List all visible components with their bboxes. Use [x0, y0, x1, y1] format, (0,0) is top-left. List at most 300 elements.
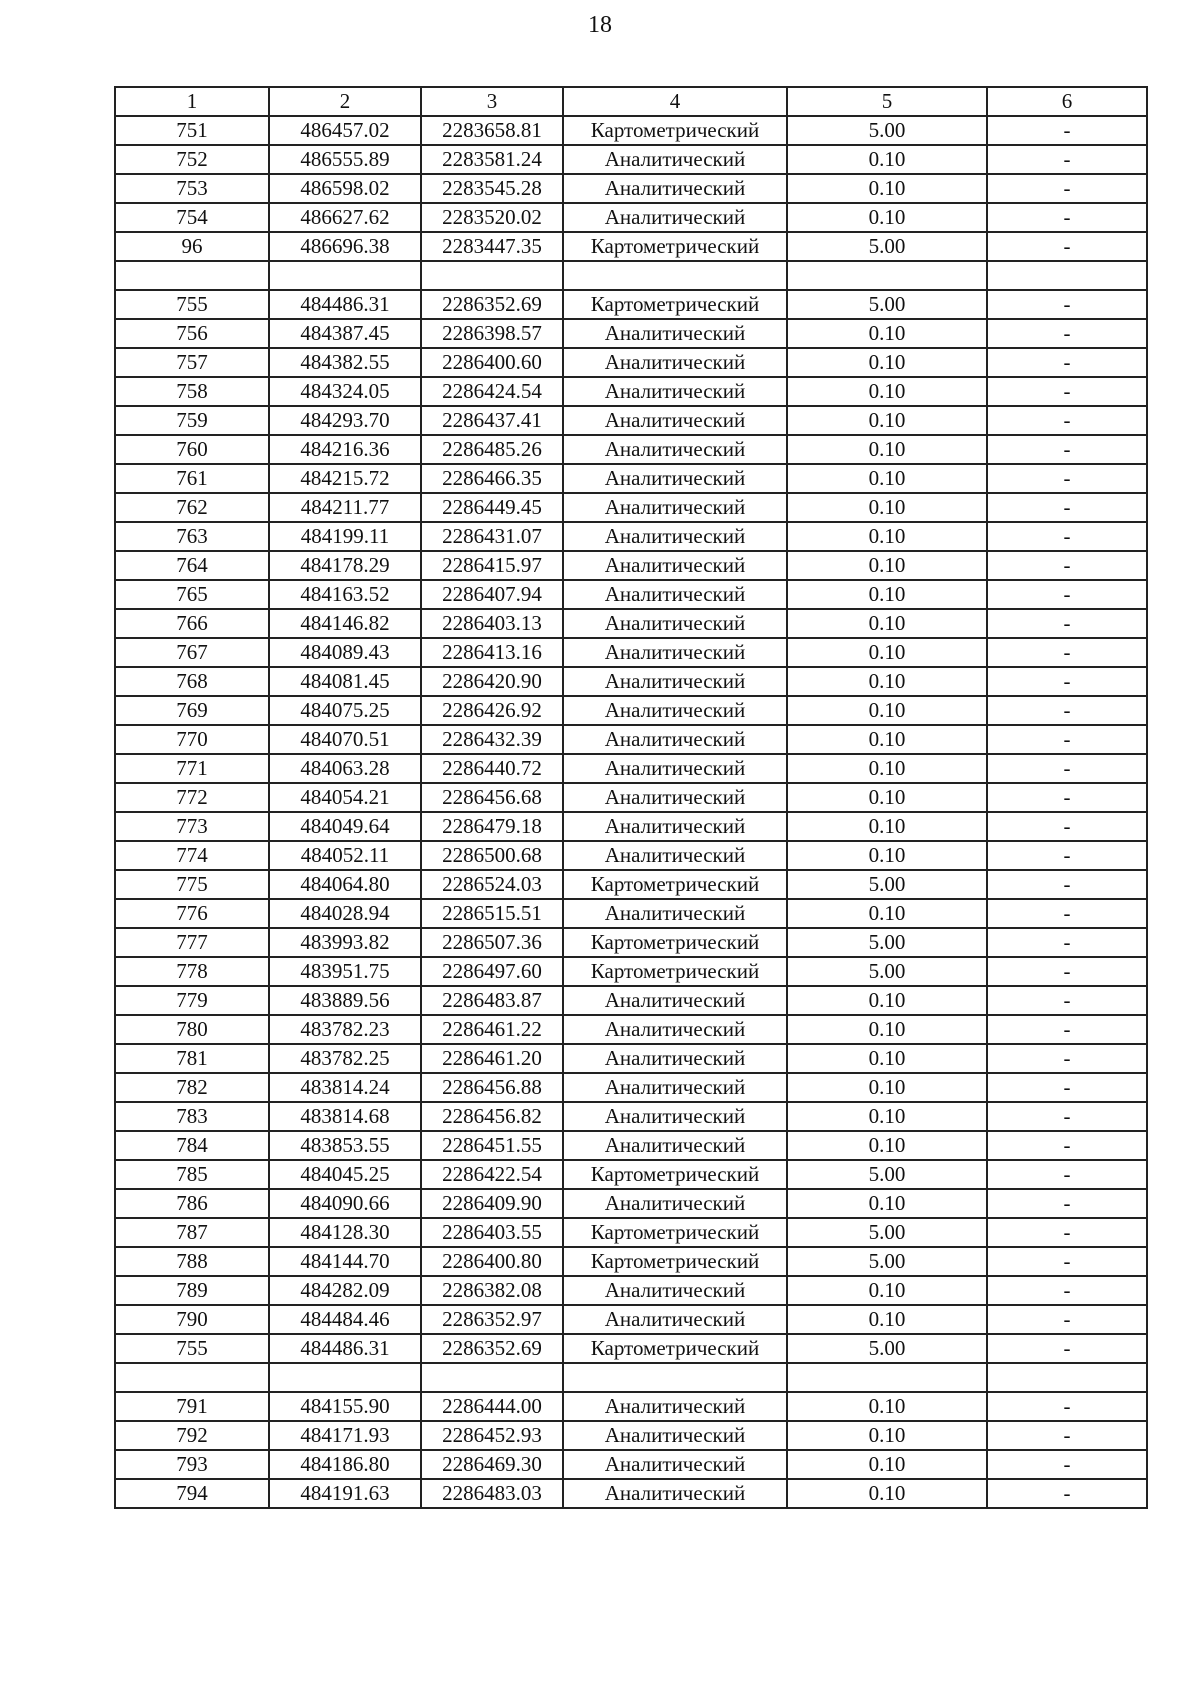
accuracy-cell: 0.10 — [787, 1450, 987, 1479]
x-coordinate-cell: 484215.72 — [269, 464, 421, 493]
method-cell: Аналитический — [563, 812, 787, 841]
note-cell: - — [987, 1102, 1147, 1131]
point-number-cell: 787 — [115, 1218, 269, 1247]
point-number-cell: 766 — [115, 609, 269, 638]
note-cell: - — [987, 348, 1147, 377]
x-coordinate-cell: 483782.23 — [269, 1015, 421, 1044]
accuracy-cell: 0.10 — [787, 174, 987, 203]
table-row — [115, 1305, 1147, 1334]
x-coordinate-cell: 483951.75 — [269, 957, 421, 986]
point-number-cell: 758 — [115, 377, 269, 406]
note-cell: - — [987, 899, 1147, 928]
y-coordinate-cell: 2286437.41 — [421, 406, 563, 435]
table-row — [115, 754, 1147, 783]
y-coordinate-cell: 2286409.90 — [421, 1189, 563, 1218]
method-cell: Аналитический — [563, 986, 787, 1015]
x-coordinate-cell: 484070.51 — [269, 725, 421, 754]
note-cell: - — [987, 986, 1147, 1015]
note-cell: - — [987, 638, 1147, 667]
accuracy-cell: 0.10 — [787, 783, 987, 812]
accuracy-cell: 0.10 — [787, 1102, 987, 1131]
note-cell: - — [987, 174, 1147, 203]
table-row — [115, 1189, 1147, 1218]
y-coordinate-cell: 2286451.55 — [421, 1131, 563, 1160]
note-cell: - — [987, 928, 1147, 957]
method-cell: Картометрический — [563, 870, 787, 899]
note-cell: - — [987, 812, 1147, 841]
point-number-cell: 769 — [115, 696, 269, 725]
table-row — [115, 464, 1147, 493]
table-row — [115, 580, 1147, 609]
point-number-cell: 751 — [115, 116, 269, 145]
y-coordinate-cell: 2283545.28 — [421, 174, 563, 203]
note-cell: - — [987, 1450, 1147, 1479]
x-coordinate-cell: 484063.28 — [269, 754, 421, 783]
y-coordinate-cell: 2286479.18 — [421, 812, 563, 841]
method-cell: Аналитический — [563, 1421, 787, 1450]
accuracy-cell: 0.10 — [787, 1044, 987, 1073]
y-coordinate-cell: 2286413.16 — [421, 638, 563, 667]
note-cell: - — [987, 754, 1147, 783]
page-number: 18 — [588, 12, 612, 38]
table-row — [115, 493, 1147, 522]
table-row — [115, 725, 1147, 754]
method-cell: Аналитический — [563, 1073, 787, 1102]
table-row — [115, 1276, 1147, 1305]
table-row — [115, 1421, 1147, 1450]
table-row — [115, 1044, 1147, 1073]
y-coordinate-cell: 2286515.51 — [421, 899, 563, 928]
point-number-cell: 785 — [115, 1160, 269, 1189]
accuracy-cell: 5.00 — [787, 1160, 987, 1189]
point-number-cell: 763 — [115, 522, 269, 551]
note-cell: - — [987, 551, 1147, 580]
method-cell: Аналитический — [563, 696, 787, 725]
method-cell: Аналитический — [563, 551, 787, 580]
accuracy-cell: 0.10 — [787, 754, 987, 783]
point-number-cell: 782 — [115, 1073, 269, 1102]
method-cell: Картометрический — [563, 928, 787, 957]
accuracy-cell: 0.10 — [787, 1305, 987, 1334]
point-number-cell: 753 — [115, 174, 269, 203]
note-cell: - — [987, 783, 1147, 812]
method-cell: Картометрический — [563, 1218, 787, 1247]
method-cell: Картометрический — [563, 232, 787, 261]
table-row — [115, 261, 1147, 290]
accuracy-cell — [787, 1363, 987, 1392]
method-cell: Аналитический — [563, 174, 787, 203]
accuracy-cell: 5.00 — [787, 1247, 987, 1276]
y-coordinate-cell: 2286444.00 — [421, 1392, 563, 1421]
accuracy-cell: 0.10 — [787, 667, 987, 696]
table-row — [115, 957, 1147, 986]
accuracy-cell: 0.10 — [787, 696, 987, 725]
x-coordinate-cell: 484089.43 — [269, 638, 421, 667]
x-coordinate-cell: 484216.36 — [269, 435, 421, 464]
accuracy-cell: 0.10 — [787, 203, 987, 232]
table-row — [115, 667, 1147, 696]
note-cell: - — [987, 1247, 1147, 1276]
table-row — [115, 377, 1147, 406]
point-number-cell: 792 — [115, 1421, 269, 1450]
accuracy-cell: 0.10 — [787, 1015, 987, 1044]
note-cell: - — [987, 1160, 1147, 1189]
point-number-cell: 783 — [115, 1102, 269, 1131]
x-coordinate-cell: 484163.52 — [269, 580, 421, 609]
point-number-cell: 755 — [115, 290, 269, 319]
accuracy-cell: 0.10 — [787, 145, 987, 174]
table-row — [115, 290, 1147, 319]
note-cell: - — [987, 1189, 1147, 1218]
y-coordinate-cell: 2286500.68 — [421, 841, 563, 870]
point-number-cell: 791 — [115, 1392, 269, 1421]
note-cell: - — [987, 1131, 1147, 1160]
table-row — [115, 319, 1147, 348]
method-cell: Картометрический — [563, 1160, 787, 1189]
method-cell: Аналитический — [563, 203, 787, 232]
y-coordinate-cell: 2286352.97 — [421, 1305, 563, 1334]
accuracy-cell: 5.00 — [787, 116, 987, 145]
x-coordinate-cell: 484075.25 — [269, 696, 421, 725]
method-cell: Аналитический — [563, 841, 787, 870]
note-cell: - — [987, 725, 1147, 754]
point-number-cell: 781 — [115, 1044, 269, 1073]
method-cell: Аналитический — [563, 1276, 787, 1305]
accuracy-cell: 5.00 — [787, 232, 987, 261]
method-cell: Аналитический — [563, 754, 787, 783]
y-coordinate-cell: 2286449.45 — [421, 493, 563, 522]
accuracy-cell: 0.10 — [787, 551, 987, 580]
table-row — [115, 406, 1147, 435]
x-coordinate-cell: 486457.02 — [269, 116, 421, 145]
table-row — [115, 1218, 1147, 1247]
x-coordinate-cell: 483993.82 — [269, 928, 421, 957]
note-cell: - — [987, 1073, 1147, 1102]
table-row — [115, 986, 1147, 1015]
point-number-cell: 767 — [115, 638, 269, 667]
accuracy-cell: 0.10 — [787, 609, 987, 638]
y-coordinate-cell: 2286352.69 — [421, 290, 563, 319]
table-row — [115, 841, 1147, 870]
method-cell: Картометрический — [563, 290, 787, 319]
accuracy-cell: 0.10 — [787, 406, 987, 435]
point-number-cell: 780 — [115, 1015, 269, 1044]
note-cell: - — [987, 406, 1147, 435]
note-cell: - — [987, 1218, 1147, 1247]
x-coordinate-cell: 484155.90 — [269, 1392, 421, 1421]
y-coordinate-cell: 2283581.24 — [421, 145, 563, 174]
note-cell: - — [987, 1015, 1147, 1044]
x-coordinate-cell: 484191.63 — [269, 1479, 421, 1508]
accuracy-cell: 0.10 — [787, 1479, 987, 1508]
table-row — [115, 870, 1147, 899]
x-coordinate-cell: 484387.45 — [269, 319, 421, 348]
x-coordinate-cell: 483814.68 — [269, 1102, 421, 1131]
point-number-cell: 762 — [115, 493, 269, 522]
y-coordinate-cell: 2286415.97 — [421, 551, 563, 580]
note-cell: - — [987, 609, 1147, 638]
x-coordinate-cell: 484293.70 — [269, 406, 421, 435]
method-cell: Аналитический — [563, 464, 787, 493]
accuracy-cell: 0.10 — [787, 319, 987, 348]
x-coordinate-cell: 484178.29 — [269, 551, 421, 580]
accuracy-cell: 0.10 — [787, 348, 987, 377]
y-coordinate-cell: 2283658.81 — [421, 116, 563, 145]
note-cell: - — [987, 145, 1147, 174]
note-cell: - — [987, 957, 1147, 986]
method-cell: Аналитический — [563, 609, 787, 638]
table-row — [115, 1334, 1147, 1363]
table-header — [115, 87, 1147, 116]
accuracy-cell: 5.00 — [787, 1334, 987, 1363]
point-number-cell: 772 — [115, 783, 269, 812]
point-number-cell: 777 — [115, 928, 269, 957]
method-cell: Картометрический — [563, 1334, 787, 1363]
x-coordinate-cell: 486598.02 — [269, 174, 421, 203]
table-row — [115, 696, 1147, 725]
y-coordinate-cell: 2286382.08 — [421, 1276, 563, 1305]
table-body — [115, 116, 1147, 1508]
x-coordinate-cell: 484486.31 — [269, 1334, 421, 1363]
x-coordinate-cell: 486555.89 — [269, 145, 421, 174]
method-cell: Аналитический — [563, 493, 787, 522]
method-cell: Аналитический — [563, 145, 787, 174]
y-coordinate-cell — [421, 261, 563, 290]
point-number-cell: 784 — [115, 1131, 269, 1160]
y-coordinate-cell — [421, 1363, 563, 1392]
point-number-cell: 778 — [115, 957, 269, 986]
note-cell: - — [987, 493, 1147, 522]
x-coordinate-cell: 484486.31 — [269, 290, 421, 319]
table-row — [115, 203, 1147, 232]
method-cell: Аналитический — [563, 1305, 787, 1334]
table-row — [115, 1131, 1147, 1160]
method-cell: Картометрический — [563, 1247, 787, 1276]
x-coordinate-cell: 483782.25 — [269, 1044, 421, 1073]
point-number-cell — [115, 261, 269, 290]
point-number-cell: 757 — [115, 348, 269, 377]
method-cell: Аналитический — [563, 348, 787, 377]
point-number-cell: 794 — [115, 1479, 269, 1508]
y-coordinate-cell: 2286469.30 — [421, 1450, 563, 1479]
accuracy-cell: 5.00 — [787, 1218, 987, 1247]
note-cell: - — [987, 1044, 1147, 1073]
note-cell: - — [987, 290, 1147, 319]
y-coordinate-cell: 2283447.35 — [421, 232, 563, 261]
y-coordinate-cell: 2286440.72 — [421, 754, 563, 783]
accuracy-cell: 0.10 — [787, 464, 987, 493]
point-number-cell: 752 — [115, 145, 269, 174]
method-cell — [563, 1363, 787, 1392]
accuracy-cell: 0.10 — [787, 841, 987, 870]
x-coordinate-cell: 483853.55 — [269, 1131, 421, 1160]
method-cell: Аналитический — [563, 580, 787, 609]
note-cell — [987, 261, 1147, 290]
x-coordinate-cell: 484052.11 — [269, 841, 421, 870]
x-coordinate-cell: 484028.94 — [269, 899, 421, 928]
note-cell: - — [987, 203, 1147, 232]
x-coordinate-cell: 484484.46 — [269, 1305, 421, 1334]
point-number-cell: 764 — [115, 551, 269, 580]
accuracy-cell: 0.10 — [787, 812, 987, 841]
table-row — [115, 1450, 1147, 1479]
header-row — [115, 87, 1147, 116]
point-number-cell: 786 — [115, 1189, 269, 1218]
point-number-cell — [115, 1363, 269, 1392]
y-coordinate-cell: 2286400.60 — [421, 348, 563, 377]
x-coordinate-cell: 484054.21 — [269, 783, 421, 812]
note-cell: - — [987, 522, 1147, 551]
y-coordinate-cell: 2286461.22 — [421, 1015, 563, 1044]
table-row — [115, 522, 1147, 551]
point-number-cell: 754 — [115, 203, 269, 232]
point-number-cell: 790 — [115, 1305, 269, 1334]
note-cell — [987, 1363, 1147, 1392]
x-coordinate-cell: 486696.38 — [269, 232, 421, 261]
note-cell: - — [987, 435, 1147, 464]
table-row — [115, 899, 1147, 928]
note-cell: - — [987, 667, 1147, 696]
table-row — [115, 1102, 1147, 1131]
accuracy-cell: 0.10 — [787, 986, 987, 1015]
column-header: 2 — [269, 87, 421, 116]
table-row — [115, 1392, 1147, 1421]
accuracy-cell: 0.10 — [787, 435, 987, 464]
y-coordinate-cell: 2286407.94 — [421, 580, 563, 609]
point-number-cell: 761 — [115, 464, 269, 493]
y-coordinate-cell: 2286432.39 — [421, 725, 563, 754]
method-cell: Аналитический — [563, 1015, 787, 1044]
accuracy-cell: 0.10 — [787, 1189, 987, 1218]
accuracy-cell — [787, 261, 987, 290]
y-coordinate-cell: 2286352.69 — [421, 1334, 563, 1363]
y-coordinate-cell: 2286403.13 — [421, 609, 563, 638]
point-number-cell: 773 — [115, 812, 269, 841]
accuracy-cell: 0.10 — [787, 522, 987, 551]
column-header: 1 — [115, 87, 269, 116]
x-coordinate-cell: 484199.11 — [269, 522, 421, 551]
method-cell: Аналитический — [563, 638, 787, 667]
accuracy-cell: 0.10 — [787, 899, 987, 928]
table-row — [115, 638, 1147, 667]
accuracy-cell: 0.10 — [787, 1276, 987, 1305]
y-coordinate-cell: 2286420.90 — [421, 667, 563, 696]
column-header: 4 — [563, 87, 787, 116]
point-number-cell: 96 — [115, 232, 269, 261]
x-coordinate-cell: 484081.45 — [269, 667, 421, 696]
y-coordinate-cell: 2286485.26 — [421, 435, 563, 464]
table-row — [115, 116, 1147, 145]
method-cell: Аналитический — [563, 725, 787, 754]
accuracy-cell: 5.00 — [787, 290, 987, 319]
accuracy-cell: 5.00 — [787, 928, 987, 957]
x-coordinate-cell: 484128.30 — [269, 1218, 421, 1247]
note-cell: - — [987, 841, 1147, 870]
note-cell: - — [987, 1479, 1147, 1508]
accuracy-cell: 0.10 — [787, 638, 987, 667]
method-cell: Аналитический — [563, 667, 787, 696]
column-header: 3 — [421, 87, 563, 116]
method-cell: Аналитический — [563, 1102, 787, 1131]
x-coordinate-cell: 484146.82 — [269, 609, 421, 638]
note-cell: - — [987, 1334, 1147, 1363]
point-number-cell: 770 — [115, 725, 269, 754]
method-cell: Аналитический — [563, 435, 787, 464]
note-cell: - — [987, 377, 1147, 406]
point-number-cell: 779 — [115, 986, 269, 1015]
y-coordinate-cell: 2286431.07 — [421, 522, 563, 551]
note-cell: - — [987, 232, 1147, 261]
y-coordinate-cell: 2286422.54 — [421, 1160, 563, 1189]
method-cell: Аналитический — [563, 899, 787, 928]
x-coordinate-cell: 483889.56 — [269, 986, 421, 1015]
table-row — [115, 348, 1147, 377]
table-row — [115, 1073, 1147, 1102]
accuracy-cell: 0.10 — [787, 493, 987, 522]
accuracy-cell: 5.00 — [787, 870, 987, 899]
method-cell: Аналитический — [563, 522, 787, 551]
x-coordinate-cell — [269, 261, 421, 290]
x-coordinate-cell: 484090.66 — [269, 1189, 421, 1218]
accuracy-cell: 0.10 — [787, 725, 987, 754]
y-coordinate-cell: 2286483.87 — [421, 986, 563, 1015]
note-cell: - — [987, 1276, 1147, 1305]
method-cell — [563, 261, 787, 290]
x-coordinate-cell: 486627.62 — [269, 203, 421, 232]
accuracy-cell: 0.10 — [787, 1392, 987, 1421]
accuracy-cell: 0.10 — [787, 1421, 987, 1450]
y-coordinate-cell: 2286507.36 — [421, 928, 563, 957]
y-coordinate-cell: 2286497.60 — [421, 957, 563, 986]
note-cell: - — [987, 696, 1147, 725]
table-row — [115, 551, 1147, 580]
method-cell: Аналитический — [563, 1450, 787, 1479]
accuracy-cell: 0.10 — [787, 377, 987, 406]
table-row — [115, 609, 1147, 638]
table-row — [115, 174, 1147, 203]
table-row — [115, 1160, 1147, 1189]
method-cell: Картометрический — [563, 957, 787, 986]
point-number-cell: 788 — [115, 1247, 269, 1276]
x-coordinate-cell: 484171.93 — [269, 1421, 421, 1450]
x-coordinate-cell: 484211.77 — [269, 493, 421, 522]
table-row — [115, 1015, 1147, 1044]
note-cell: - — [987, 1305, 1147, 1334]
y-coordinate-cell: 2286452.93 — [421, 1421, 563, 1450]
table-row — [115, 435, 1147, 464]
note-cell: - — [987, 464, 1147, 493]
y-coordinate-cell: 2286466.35 — [421, 464, 563, 493]
y-coordinate-cell: 2286424.54 — [421, 377, 563, 406]
method-cell: Аналитический — [563, 1392, 787, 1421]
table-row — [115, 1479, 1147, 1508]
point-number-cell: 765 — [115, 580, 269, 609]
table-row — [115, 232, 1147, 261]
note-cell: - — [987, 870, 1147, 899]
y-coordinate-cell: 2286398.57 — [421, 319, 563, 348]
column-header: 5 — [787, 87, 987, 116]
table-row — [115, 928, 1147, 957]
y-coordinate-cell: 2286456.68 — [421, 783, 563, 812]
point-number-cell: 756 — [115, 319, 269, 348]
point-number-cell: 775 — [115, 870, 269, 899]
y-coordinate-cell: 2286483.03 — [421, 1479, 563, 1508]
method-cell: Картометрический — [563, 116, 787, 145]
x-coordinate-cell: 484382.55 — [269, 348, 421, 377]
x-coordinate-cell: 484045.25 — [269, 1160, 421, 1189]
table-row — [115, 1247, 1147, 1276]
note-cell: - — [987, 1421, 1147, 1450]
